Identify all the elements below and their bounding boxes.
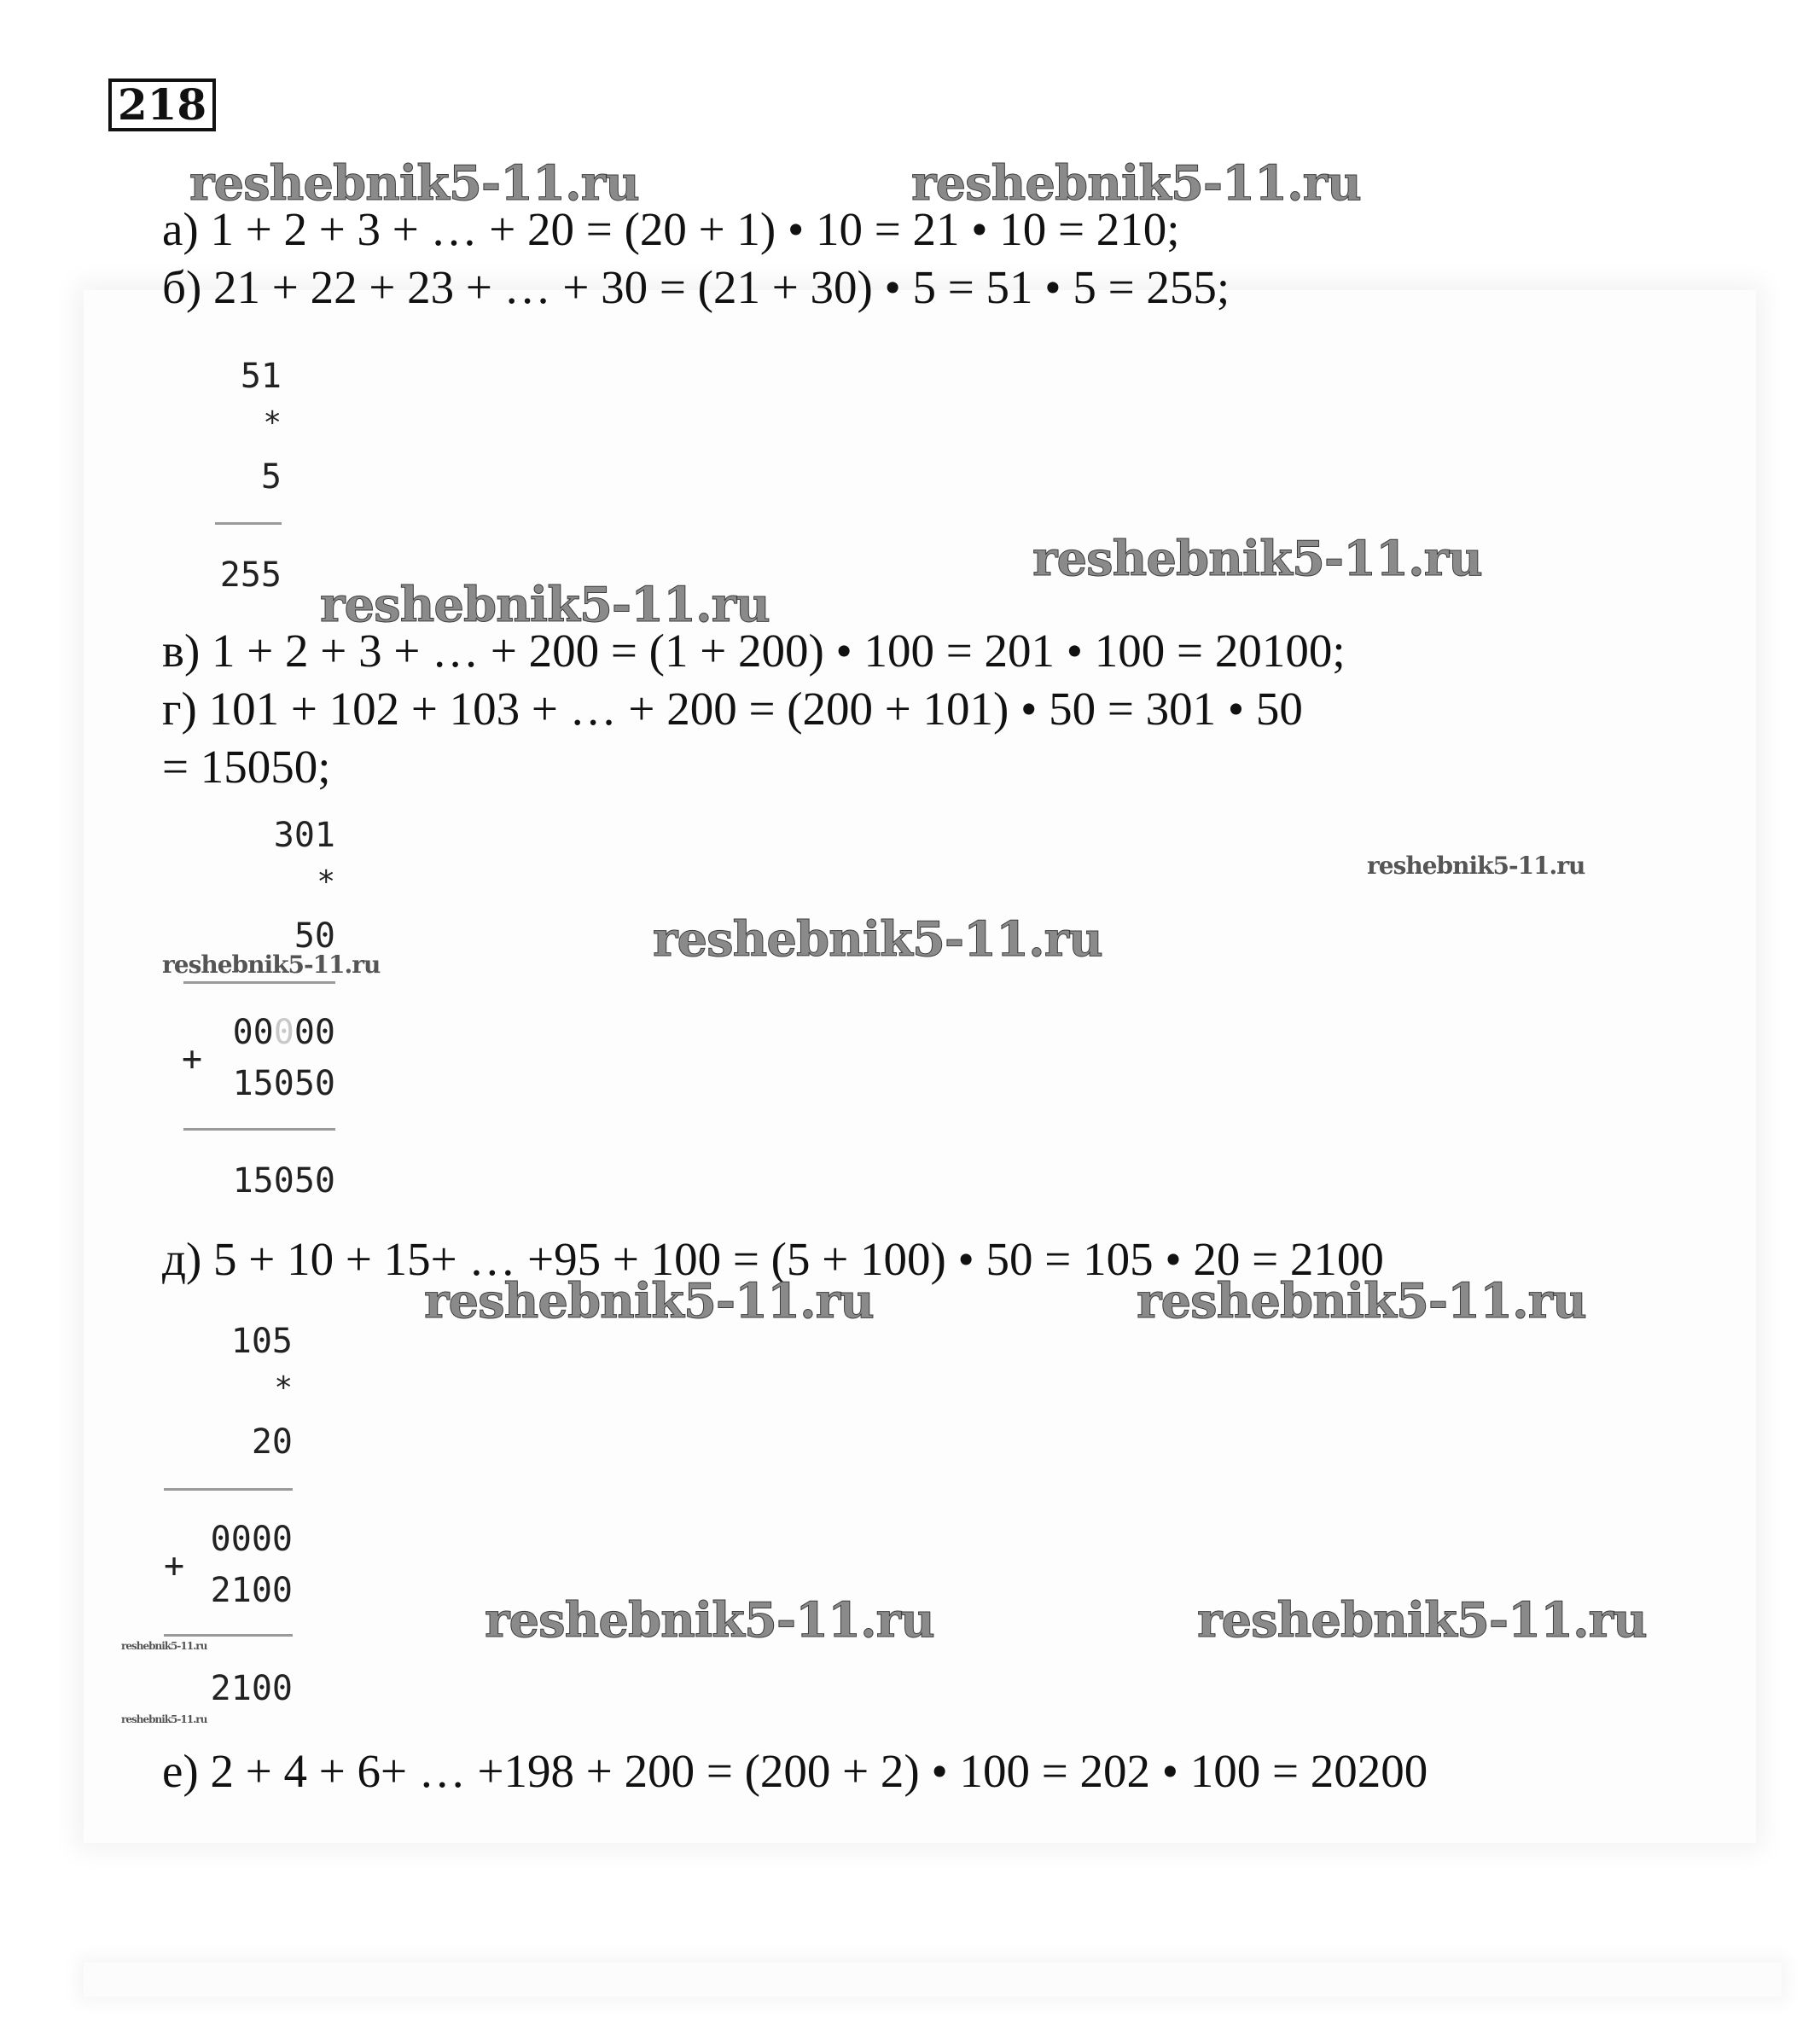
task-number: 218 bbox=[108, 79, 216, 131]
calc1-rule bbox=[215, 522, 282, 525]
calc3-partial-1: 0000 bbox=[210, 1520, 293, 1559]
watermark: reshebnik5-11.ru bbox=[162, 951, 381, 979]
calc2-multiply-sign: * bbox=[317, 864, 335, 899]
watermark: reshebnik5-11.ru bbox=[1032, 531, 1482, 587]
equation-a: а) 1 + 2 + 3 + … + 20 = (20 + 1) • 10 = 21 • 10 = 210; bbox=[162, 203, 1180, 255]
equation-d: д) 5 + 10 + 15+ … +95 + 100 = (5 + 100) • 50 = 105 • 20 = 2100 bbox=[162, 1233, 1384, 1285]
calc1-multiplicand: 51 bbox=[240, 357, 282, 396]
watermark: reshebnik5-11.ru bbox=[911, 155, 1361, 212]
calc2-partial-1-a: 00 bbox=[232, 1013, 274, 1052]
calc3-partial-2: 2100 bbox=[210, 1571, 293, 1610]
calc3-multiplier: 20 bbox=[251, 1422, 293, 1462]
calc2-rule-1 bbox=[183, 981, 335, 984]
watermark: reshebnik5-11.ru bbox=[189, 155, 639, 212]
calc3-plus-sign: + bbox=[164, 1546, 185, 1585]
equation-b: б) 21 + 22 + 23 + … + 30 = (21 + 30) • 5 = 51 • 5 = 255; bbox=[162, 261, 1230, 313]
watermark: reshebnik5-11.ru bbox=[121, 1640, 207, 1652]
calc2-rule-2 bbox=[183, 1128, 335, 1131]
calc1-multiply-sign: * bbox=[263, 405, 282, 440]
calc3-rule-1 bbox=[164, 1488, 293, 1491]
watermark: reshebnik5-11.ru bbox=[1197, 1592, 1647, 1649]
bottom-band bbox=[84, 1963, 1782, 1997]
watermark: reshebnik5-11.ru bbox=[485, 1592, 934, 1649]
watermark: reshebnik5-11.ru bbox=[121, 1713, 207, 1725]
watermark: reshebnik5-11.ru bbox=[424, 1273, 874, 1329]
equation-v: в) 1 + 2 + 3 + … + 200 = (1 + 200) • 100 = 201 • 100 = 20100; bbox=[162, 625, 1346, 677]
equation-g-continuation: = 15050; bbox=[162, 741, 331, 793]
watermark: reshebnik5-11.ru bbox=[1137, 1273, 1586, 1329]
calc3-multiply-sign: * bbox=[274, 1370, 293, 1405]
calc2-plus-sign: + bbox=[182, 1039, 203, 1079]
calc2-multiplier: 50 bbox=[294, 916, 335, 956]
calc3-multiplicand: 105 bbox=[230, 1322, 293, 1361]
calc2-partial-1-c: 00 bbox=[294, 1013, 335, 1052]
calc2-partial-1-b: 0 bbox=[273, 1013, 294, 1052]
watermark: reshebnik5-11.ru bbox=[653, 911, 1102, 968]
calc2-multiplicand: 301 bbox=[273, 816, 335, 855]
calc3-rule-2 bbox=[164, 1634, 293, 1637]
watermark: reshebnik5-11.ru bbox=[1367, 852, 1585, 880]
watermark: reshebnik5-11.ru bbox=[320, 577, 770, 633]
calc1-result: 255 bbox=[219, 555, 282, 595]
calc2-partial-1 bbox=[216, 1012, 335, 1053]
calc1-multiplier: 5 bbox=[260, 457, 282, 497]
calc3-result: 2100 bbox=[210, 1669, 293, 1708]
calc2-partial-2: 15050 bbox=[232, 1064, 335, 1103]
equation-e: е) 2 + 4 + 6+ … +198 + 200 = (200 + 2) • 100 = 202 • 100 = 20200 bbox=[162, 1745, 1428, 1797]
calc2-result: 15050 bbox=[232, 1161, 335, 1201]
equation-g: г) 101 + 102 + 103 + … + 200 = (200 + 101) • 50 = 301 • 50 bbox=[162, 683, 1303, 735]
